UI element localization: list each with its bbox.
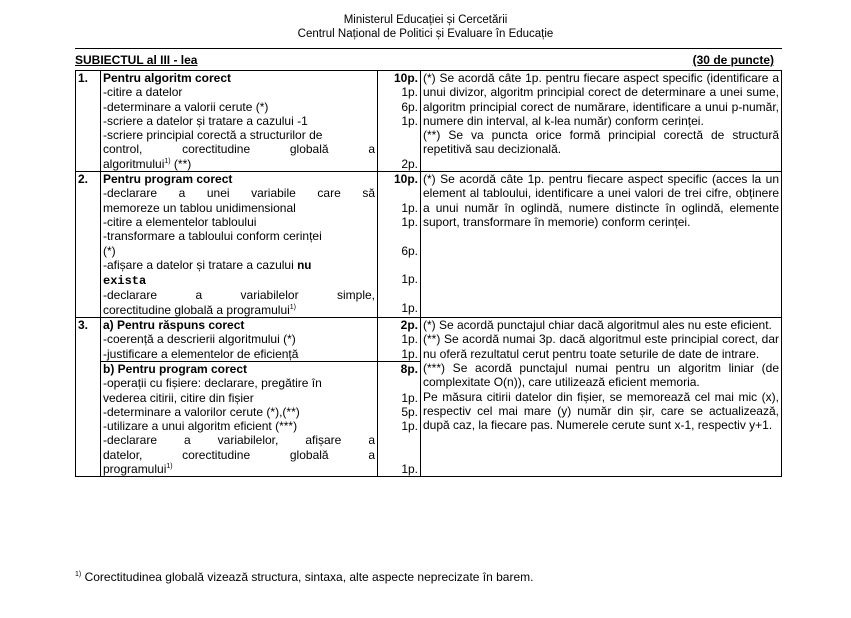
criterion-line <box>103 419 375 433</box>
notes-cell <box>421 71 782 172</box>
criterion-line <box>103 100 375 114</box>
ministry-name: Ministerul Educației și Cercetării <box>343 14 508 26</box>
points-value <box>380 142 418 156</box>
criterion-line <box>103 244 375 258</box>
criterion-text: -utilizare a unui algoritm eficient (***) <box>103 419 298 434</box>
criterion-text: control, corectitudine globală a <box>103 142 375 157</box>
note-paragraph: (**) Se acordă numai 3p. dacă algoritmul este principial corect, dar nu oferă rezultatul cerut pentru toate seturile de date de intrare. <box>423 332 779 361</box>
criteria-cell <box>101 71 378 172</box>
criterion-text: -scriere principial corectă a structurilor de <box>103 128 323 143</box>
criterion-text: programului <box>103 462 167 477</box>
criterion-line <box>103 114 375 128</box>
footnote-text: Corectitudinea globală vizează structura, sintaxa, alte aspecte neprecizate în barem. <box>81 570 534 584</box>
points-value: 1p. <box>401 332 418 347</box>
note-paragraph: Pe măsura citirii datelor din fișier, se memorează cel mai mic (x), respectiv cel mai mare (y) număr din șir, care se actualizează, după caz, la fiecare pas. Numerele cerute sunt x-1, respectiv y+1. <box>423 389 779 433</box>
criterion-line <box>103 391 375 405</box>
points-value: 6p. <box>401 243 418 258</box>
table-row <box>76 71 782 172</box>
item-number: 1. <box>76 71 101 172</box>
sub-b-points <box>378 361 420 476</box>
center-name: Centrul Național de Politici și Evaluare în Educație <box>297 28 554 40</box>
points-value <box>380 376 418 390</box>
criterion-text: datelor, corectitudine globală a <box>103 447 375 462</box>
table-row <box>76 172 782 318</box>
criterion-text: algoritmului <box>103 156 165 171</box>
criterion-text: -justificare a elementelor de eficiență <box>103 346 299 361</box>
criterion-line <box>103 288 375 302</box>
criterion-text: -afișare a datelor și tratare a cazului <box>103 257 298 272</box>
points-value: 10p. <box>393 71 418 85</box>
criterion-line <box>103 157 375 171</box>
criterion-text: -declarare a variabilelor, afișare a <box>103 433 375 448</box>
points-value: 1p. <box>401 419 418 434</box>
points-value: 1p. <box>401 113 418 128</box>
criterion-line <box>103 273 375 288</box>
criterion-line <box>103 376 375 390</box>
sub-a-points <box>380 318 418 361</box>
note-paragraph: (*) Se acordă punctajul chiar dacă algoritmul ales nu este eficient. <box>423 318 772 333</box>
note-paragraph: (**) Se va puncta orice formă principial corectă de structură repetitivă sau decizională. <box>423 128 779 157</box>
item-number: 2. <box>76 172 101 318</box>
criterion-line <box>103 229 375 243</box>
criterion-line <box>103 433 375 447</box>
criterion-line <box>103 186 375 200</box>
criterion-text: -scriere a datelor și tratare a cazului -1 <box>103 113 308 128</box>
criterion-line <box>103 303 375 317</box>
criterion-text: a) Pentru răspuns corect <box>103 318 245 333</box>
criterion-text: (*) <box>103 243 116 258</box>
points-cell <box>378 318 421 477</box>
footnote-ref: 1) <box>289 303 297 311</box>
points-cell <box>378 71 421 172</box>
subject-points: (30 de puncte) <box>692 53 774 67</box>
header-divider <box>75 48 782 49</box>
points-value: 6p. <box>401 99 418 114</box>
points-value: 1p. <box>401 462 418 477</box>
criterion-line <box>103 142 375 156</box>
points-value: 1p. <box>401 390 418 405</box>
points-value: 1p. <box>401 85 418 100</box>
criterion-text: vederea citirii, citire din fișier <box>103 390 254 405</box>
points-value: 8p. <box>400 361 418 376</box>
criterion-line <box>103 258 375 273</box>
points-value: 1p. <box>401 214 418 229</box>
points-value <box>380 128 418 142</box>
notes-cell <box>421 318 782 477</box>
criterion-line <box>103 215 375 229</box>
note-paragraph: (*) Se acordă câte 1p. pentru fiecare aspect specific (identificare a unui divizor, algoritm principial corect de determinare a unei sume, algoritm principial corect de numărare, identificare a unui p-număr, numere din interval, al k-lea număr) conform cerinței. <box>423 71 779 128</box>
points-value: 10p. <box>393 172 418 187</box>
criterion-text: -declarare a variabilelor simple, <box>103 288 375 303</box>
criterion-text: Pentru algoritm corect <box>103 71 232 85</box>
points-value <box>380 433 418 447</box>
points-cell <box>378 172 421 318</box>
section-title <box>103 362 375 376</box>
criterion-text: -determinare a valorii cerute (*) <box>103 99 269 114</box>
footnote <box>75 570 533 584</box>
criterion-line <box>103 462 375 476</box>
criterion-text: memoreze un tablou unidimensional <box>103 200 296 215</box>
criterion-line <box>103 347 375 361</box>
criterion-line <box>103 201 375 215</box>
table-row <box>76 318 782 477</box>
criterion-line <box>103 128 375 142</box>
points-value: 2p. <box>400 318 418 333</box>
criterion-text: Pentru program corect <box>103 172 233 187</box>
points-value: 2p. <box>401 156 418 171</box>
criterion-line <box>103 332 375 346</box>
criterion-text: -operații cu fișiere: declarare, pregătire în <box>103 376 322 391</box>
section-title <box>103 172 375 186</box>
criterion-text: -citire a datelor <box>103 85 183 100</box>
points-value <box>380 258 418 272</box>
criterion-text: -coerență a descrierii algoritmului (*) <box>103 332 296 347</box>
points-value <box>380 229 418 243</box>
criterion-suffix: (**) <box>170 156 192 171</box>
notes-cell <box>421 172 782 318</box>
code-keyword: exista <box>103 274 147 289</box>
note-paragraph: (***) Se acordă punctajul numai pentru un algoritm liniar (de complexitate O(n)), care utilizează eficient memoria. <box>423 360 779 390</box>
criteria-cell <box>101 172 378 318</box>
points-value <box>380 286 418 300</box>
document-header <box>0 13 851 41</box>
points-value: 5p. <box>401 404 418 419</box>
points-value <box>380 448 418 462</box>
code-keyword: nu <box>297 258 312 273</box>
points-value: 1p. <box>401 200 418 215</box>
grading-table <box>75 70 782 477</box>
sub-b-criteria <box>101 361 377 476</box>
criterion-text: corectitudine globală a programului <box>103 302 290 317</box>
points-value: 1p. <box>401 300 418 315</box>
footnote-marker: 1) <box>75 571 82 578</box>
criterion-line <box>103 85 375 99</box>
criterion-text: -declarare a unei variabile care să <box>103 186 375 201</box>
criterion-text: -determinare a valorilor cerute (*),(**) <box>103 404 300 419</box>
footnote-ref: 1) <box>166 463 173 471</box>
section-title <box>103 318 375 332</box>
note-paragraph: (*) Se acordă câte 1p. pentru fiecare aspect specific (acces la un element al tabloului, identificare a unei valori de trei cifre, obținere a unui număr în oglindă, numere distincte în oglindă, elemente suport, transformare în memorie) conform cerinței. <box>423 172 779 229</box>
criterion-line <box>103 405 375 419</box>
points-value: 1p. <box>401 272 418 287</box>
item-number: 3. <box>76 318 101 477</box>
subject-title: SUBIECTUL al III - lea <box>75 53 198 67</box>
criterion-text: -citire a elementelor tabloului <box>103 214 257 229</box>
criterion-text: -transformare a tabloului conform cerinței <box>103 229 322 244</box>
sub-a-criteria <box>103 318 375 361</box>
criteria-cell <box>101 318 378 477</box>
section-title <box>103 71 375 85</box>
points-value: 1p. <box>401 346 418 361</box>
points-value <box>380 186 418 200</box>
footnote-ref: 1) <box>164 157 171 165</box>
criterion-text: b) Pentru program corect <box>103 361 248 376</box>
criterion-line <box>103 448 375 462</box>
